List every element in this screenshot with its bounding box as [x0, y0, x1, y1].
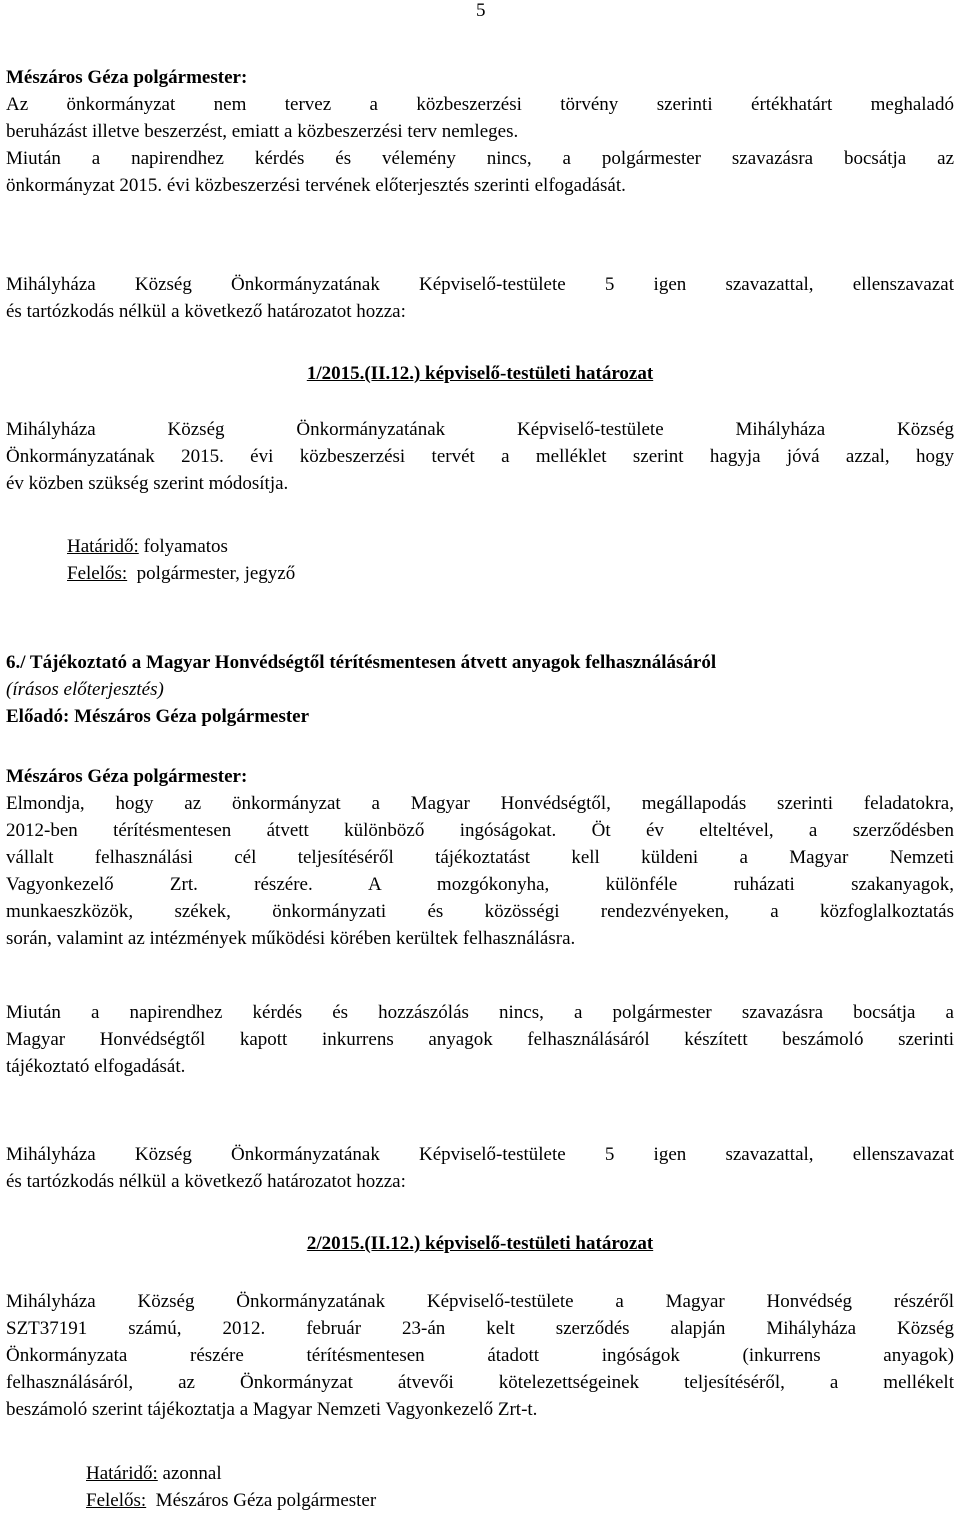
paragraph-line: Elmondja, hogy az önkormányzat a Magyar Honvédségtől, megállapodás szerinti feladatokra, [6, 793, 954, 814]
paragraph-line: Mihályháza Község Önkormányzatának Képviselő-testülete 5 igen szavazattal, ellenszavazat [6, 274, 954, 295]
responsible-line [67, 560, 295, 587]
deadline-line [67, 533, 295, 560]
resolution-1-meta [67, 533, 295, 587]
page-number: 5 [476, 0, 486, 21]
paragraph-line: SZT37191 számú, 2012. február 23-án kelt szerződés alapján Mihályháza Község [6, 1318, 954, 1339]
vote-statement-2 [6, 1141, 954, 1195]
agenda-item-6 [6, 649, 954, 730]
resolution-2 [6, 1230, 954, 1257]
paragraph-line: önkormányzat 2015. évi közbeszerzési tervének előterjesztés szerinti elfogadását. [6, 175, 626, 196]
paragraph-line: során, valamint az intézmények működési körében kerültek felhasználásra. [6, 928, 576, 949]
paragraph-line: tájékoztató elfogadását. [6, 1056, 186, 1077]
responsible-line [86, 1487, 376, 1514]
agenda-presenter: Előadó: Mészáros Géza polgármester [6, 706, 310, 727]
paragraph-line: Az önkormányzat nem tervez a közbeszerzési törvény szerinti értékhatárt meghaladó [6, 94, 954, 115]
paragraph-line: Önkormányzatának 2015. évi közbeszerzési tervét a melléklet szerint hagyja jóvá azzal, hogy [6, 446, 954, 467]
paragraph-line: munkaeszközök, székek, önkormányzati és közösségi rendezvényeken, a közfoglalkoztatás [6, 901, 954, 922]
deadline-label: Határidő: [86, 1463, 158, 1484]
paragraph-line: és tartózkodás nélkül a következő határozatot hozza: [6, 301, 406, 322]
paragraph-line: Magyar Honvédségtől kapott inkurrens anyagok felhasználásáról készített beszámoló szerinti [6, 1029, 954, 1050]
responsible-value: polgármester, jegyző [127, 563, 296, 584]
responsible-value: Mészáros Géza polgármester [146, 1490, 377, 1511]
deadline-label: Határidő: [67, 536, 139, 557]
speaker-name: Mészáros Géza polgármester: [6, 766, 248, 787]
paragraph-line: felhasználásáról, az Önkormányzat átvevői kötelezettségeinek teljesítéséről, a mellékelt [6, 1372, 954, 1393]
deadline-value: folyamatos [138, 536, 228, 557]
resolution-1 [6, 360, 954, 387]
speaker-name: Mészáros Géza polgármester: [6, 67, 248, 88]
paragraph-block-3 [6, 999, 954, 1080]
paragraph-line: év közben szükség szerint módosítja. [6, 473, 289, 494]
resolution-1-body [6, 416, 954, 497]
deadline-line [86, 1460, 376, 1487]
paragraph-line: 2012-ben térítésmentesen átvett különböző ingóságokat. Öt év elteltével, a szerződésben [6, 820, 954, 841]
resolution-title: 2/2015.(II.12.) képviselő-testületi határozat [306, 1233, 654, 1254]
resolution-title: 1/2015.(II.12.) képviselő-testületi határozat [306, 363, 654, 384]
agenda-subtitle: (írásos előterjesztés) [6, 679, 164, 700]
paragraph-line: Miután a napirendhez kérdés és hozzászólás nincs, a polgármester szavazásra bocsátja a [6, 1002, 954, 1023]
responsible-label: Felelős: [67, 563, 128, 584]
agenda-title: 6./ Tájékoztató a Magyar Honvédségtől térítésmentesen átvett anyagok felhasználásáról [6, 652, 717, 673]
resolution-2-body [6, 1288, 954, 1423]
paragraph-line: Mihályháza Község Önkormányzatának Képviselő-testülete a Magyar Honvédség részéről [6, 1291, 954, 1312]
paragraph-line: beszámoló szerint tájékoztatja a Magyar Nemzeti Vagyonkezelő Zrt-t. [6, 1399, 538, 1420]
paragraph-line: és tartózkodás nélkül a következő határozatot hozza: [6, 1171, 406, 1192]
paragraph-line: Vagyonkezelő Zrt. részére. A mozgókonyha, különféle ruházati szakanyagok, [6, 874, 954, 895]
resolution-2-meta [86, 1460, 376, 1514]
paragraph-line: Miután a napirendhez kérdés és vélemény nincs, a polgármester szavazásra bocsátja az [6, 148, 954, 169]
paragraph-line: vállalt felhasználási cél teljesítéséről tájékoztatást kell küldeni a Magyar Nemzeti [6, 847, 954, 868]
speaker-block-1 [6, 64, 954, 199]
paragraph-line: beruházást illetve beszerzést, emiatt a közbeszerzési terv nemleges. [6, 121, 519, 142]
paragraph-line: Mihályháza Község Önkormányzatának Képviselő-testülete Mihályháza Község [6, 419, 954, 440]
vote-statement-1 [6, 271, 954, 325]
paragraph-line: Önkormányzata részére térítésmentesen átadott ingóságok (inkurrens anyagok) [6, 1345, 954, 1366]
speaker-block-2 [6, 763, 954, 952]
deadline-value: azonnal [157, 1463, 222, 1484]
paragraph-line: Mihályháza Község Önkormányzatának Képviselő-testülete 5 igen szavazattal, ellenszavazat [6, 1144, 954, 1165]
responsible-label: Felelős: [86, 1490, 147, 1511]
